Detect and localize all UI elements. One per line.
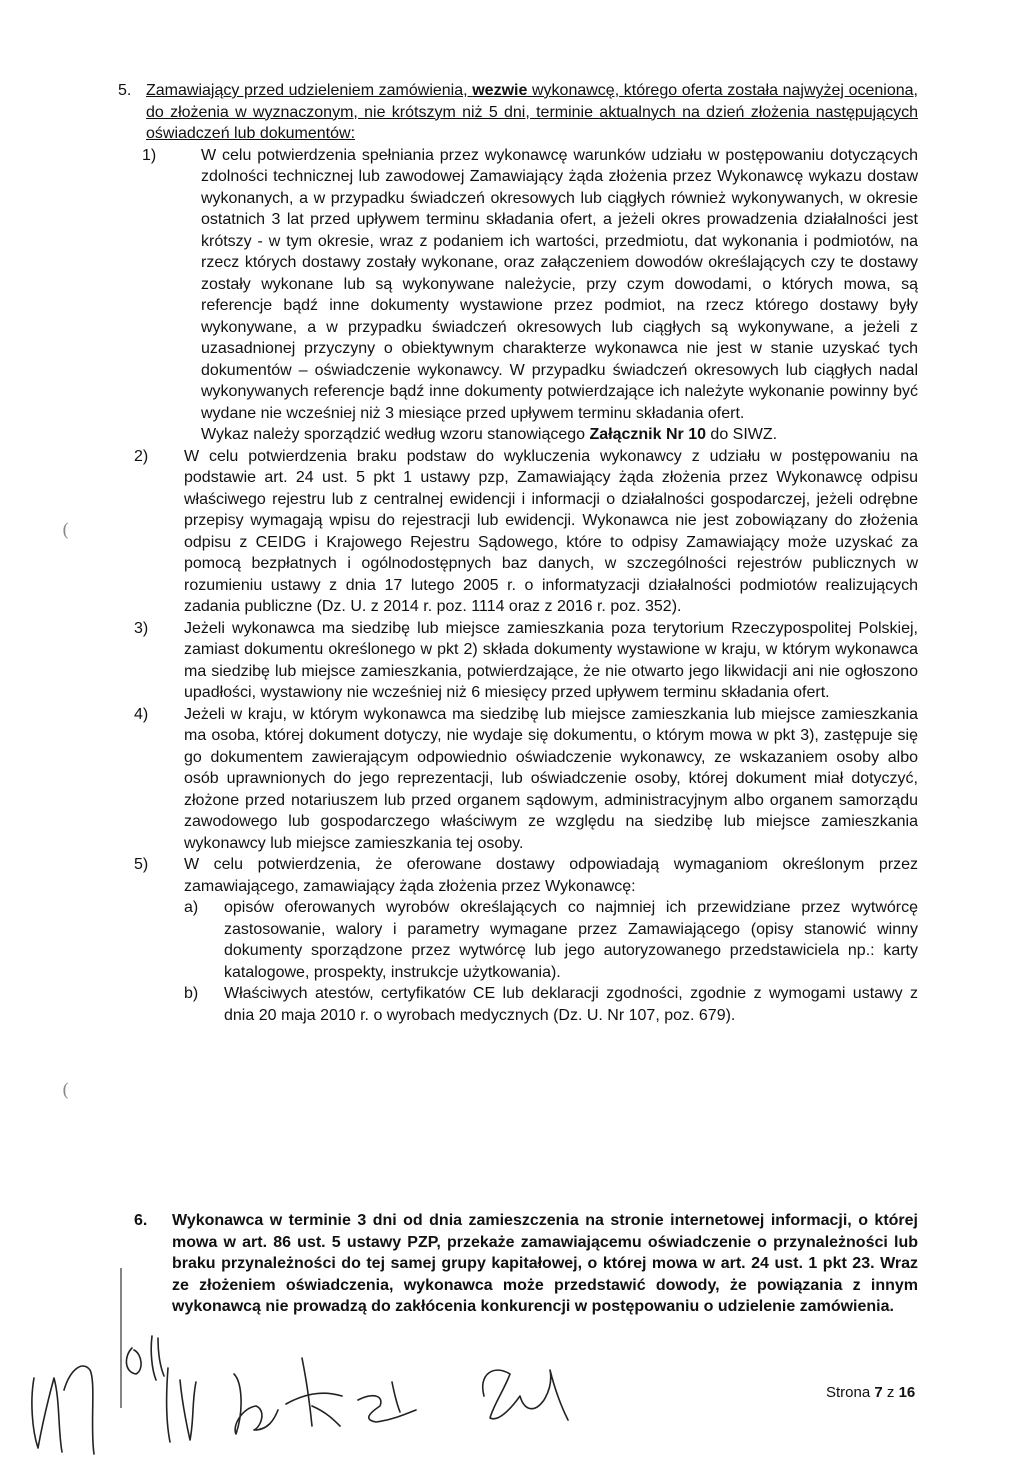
list-item xyxy=(134,618,918,704)
page-separator: z xyxy=(886,1384,895,1401)
section-6-text: Wykonawca w terminie 3 dni od dnia zamieszczenia na stronie internetowej informacji, o której mowa w art. 86 ust. 5 ustawy PZP, przekaże zamawiającemu oświadczenie o przynależności lub braku przynależności do tej samej grupy kapitałowej, o której mowa w art. 24 ust. 1 pkt 23. Wraz ze złożeniem oświadczenia, wykonawca może przedstawić dowody, że powiązania z innym wykonawcą nie prowadzą do zakłócenia konkurencji w postępowaniu o udzielenie zamówienia. xyxy=(172,1212,918,1315)
list-item-number: 1) xyxy=(142,146,157,164)
list-item-number: 2) xyxy=(134,447,149,465)
section-5-intro: Zamawiający przed udzieleniem zamówienia, wezwie wykonawcę, którego oferta została najwyżej oceniona, do złożenia w wyznaczonym, nie krótszym niż 5 dni, terminie aktualnych na dzień złożenia następujących oświadczeń lub dokumentów: xyxy=(146,82,919,142)
annex-note: Wykaz należy sporządzić według wzoru stanowiącego Załącznik Nr 10 do SIWZ. xyxy=(201,426,778,443)
section-6 xyxy=(118,1210,918,1318)
sub-list xyxy=(184,897,918,1026)
page-footer xyxy=(826,1384,915,1401)
section-5 xyxy=(118,80,918,1026)
list-item-text: Jeżeli w kraju, w którym wykonawca ma siedzibę lub miejsce zamieszkania lub miejsce zamieszkania ma osoba, której dokument dotyczy, nie wydaje się dokumentu, o którym mowa w pkt 3), zastępuje się go dokumentem zawierającym odpowiednio oświadczenie wykonawcy, ze wskazaniem osoby albo osób uprawnionych do jego reprezentacji, lub oświadczenie osoby, której dokument miał dotyczyć, złożone przed notariuszem lub przed organem sądowym, administracyjnym albo organem samorządu zawodowego lub gospodarczego właściwym ze względu na siedzibę lub miejsce zamieszkania wykonawcy lub miejsce zamieszkania tej osoby. xyxy=(184,705,918,852)
list-item xyxy=(134,704,918,855)
section-number: 6. xyxy=(134,1212,148,1229)
sub-list-item-letter: a) xyxy=(184,899,199,916)
list-item-text: W celu potwierdzenia spełniania przez wykonawcę warunków udziału w postępowaniu dotyczących zdolności technicznej lub zawodowej Zamawiający żąda złożenia przez Wykonawcę wykazu dostaw wykonanych, a w przypadku świadczeń okresowych lub ciągłych również wykonywanych, w okresie ostatnich 3 lat przed upływem terminu składania ofert, a jeżeli okres prowadzenia działalności jest krótszy - w tym okresie, wraz z podaniem ich wartości, przedmiotu, dat wykonania i podmiotów, na rzecz których dostawy zostały wykonane, oraz załączeniem dowodów określających czy te dostawy zostały wykonane lub są wykonywane należycie, przy czym dowodami, o których mowa, są referencje bądź inne dokumenty wystawione przez podmiot, na rzecz którego dostawy były wykonywane, a w przypadku świadczeń okresowych lub ciągłych są wykonywane, a jeżeli z uzasadnionej przyczyny o obiektywnym charakterze wykonawca nie jest w stanie uzyskać tych dokumentów – oświadczenie wykonawcy. W przypadku świadczeń okresowych lub ciągłych nadal wykonywanych referencje bądź inne dokumenty potwierdzające ich należyte wykonanie powinny być wydane nie wcześniej niż 3 miesiące przed upływem terminu składania ofert. xyxy=(201,146,918,422)
sub-list-item xyxy=(184,983,918,1026)
sub-list-item-letter: b) xyxy=(184,985,199,1002)
list-item xyxy=(134,854,918,897)
margin-mark: ( xyxy=(62,1080,70,1101)
sub-list-item-text: opisów oferowanych wyrobów określających co najmniej ich przewidziane przez wytwórcę zastosowanie, walory i parametry wymagane przez Zamawiającego (opisy stanowić winny dokumenty sporządzone przez wytwórcę lub jego autoryzowanego przedstawiciela np.: karty katalogowe, prospekty, instrukcje użytkowania). xyxy=(224,899,918,981)
section-5-body xyxy=(134,80,919,1026)
list-item-number: 4) xyxy=(134,705,149,723)
sub-list-item xyxy=(184,897,918,983)
total-pages: 16 xyxy=(898,1384,916,1401)
section-number: 5. xyxy=(118,82,132,99)
page-label: Strona xyxy=(826,1384,871,1401)
list-item xyxy=(142,145,918,425)
list-item xyxy=(134,446,918,618)
current-page: 7 xyxy=(874,1384,883,1401)
numbered-list-continued xyxy=(134,446,918,1027)
sub-list-item-text: Właściwych atestów, certyfikatów CE lub deklaracji zgodności, zgodnie z wymogami ustawy z dnia 20 maja 2010 r. o wyrobach medycznych (Dz. U. Nr 107, poz. 679). xyxy=(224,985,918,1024)
list-item-number: 3) xyxy=(134,619,149,637)
handwritten-signatures xyxy=(20,1330,640,1458)
margin-mark: ( xyxy=(62,520,70,541)
list-item-text: W celu potwierdzenia, że oferowane dostawy odpowiadają wymaganiom określonym przez zamawiającego, zamawiający żąda złożenia przez Wykonawcę: xyxy=(184,856,918,895)
numbered-list xyxy=(142,145,918,446)
list-item-text: Jeżeli wykonawca ma siedzibę lub miejsce zamieszkania poza terytorium Rzeczypospolitej Polskiej, zamiast dokumentu określonego w pkt 2) składa dokumenty wystawione w kraju, w którym wykonawca ma siedzibę lub miejsce zamieszkania, potwierdzające, że nie otwarto jego likwidacji ani nie ogłoszono upadłości, wystawiony nie wcześniej niż 6 miesięcy przed upływem terminu składania ofert. xyxy=(184,619,918,701)
list-item-number: 5) xyxy=(134,856,149,873)
list-item-text: W celu potwierdzenia braku podstaw do wykluczenia wykonawcy z udziału w postępowaniu na podstawie art. 24 ust. 5 pkt 1 ustawy pzp, Zamawiający żąda złożenia przez Wykonawcę odpisu właściwego rejestru lub z centralnej ewidencji i informacji o działalności gospodarczej, jeżeli odrębne przepisy wymagają wpisu do rejestracji lub ewidencji. Wykonawca nie jest zobowiązany do złożenia odpisu z CEIDG i Krajowego Rejestru Sądowego, które to odpisy Zamawiający może uzyskać za pomocą bezpłatnych i ogólnodostępnych baz danych, w szczególności rejestrów publicznych w rozumieniu ustawy z dnia 17 lutego 2005 r. o informatyzacji działalności podmiotów realizujących zadania publiczne (Dz. U. z 2014 r. poz. 1114 oraz z 2016 r. poz. 352). xyxy=(184,447,918,615)
